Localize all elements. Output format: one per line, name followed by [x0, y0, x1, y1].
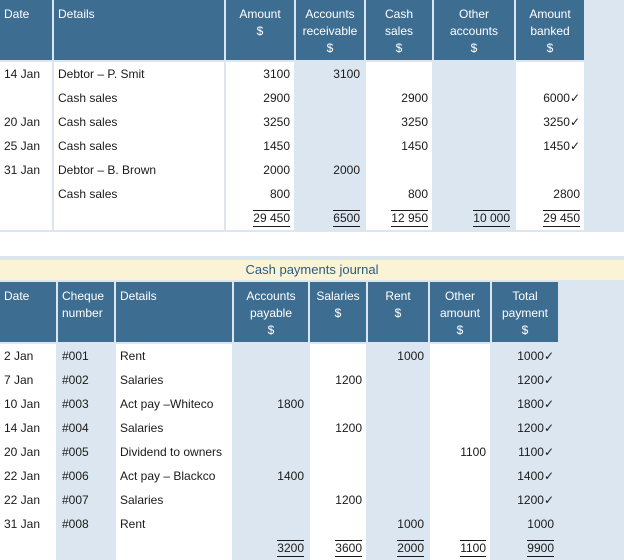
cell-cheque-number: #002	[58, 368, 114, 392]
cell-amount: 3100	[226, 62, 294, 86]
total-accounts-payable: 3200	[234, 536, 308, 560]
col-header-accounts-payable: Accounts payable $	[234, 282, 308, 344]
cell-date	[0, 206, 52, 230]
cell-accounts-payable	[234, 512, 308, 536]
total-total-payment: 9900	[492, 536, 558, 560]
cell-details: Rent	[116, 344, 232, 368]
col-header-other-accounts: Other accounts $	[434, 0, 514, 62]
cell-total-payment: 1800✓	[492, 392, 558, 416]
receipts-header-row	[0, 0, 584, 62]
cell-amount-banked: 6000✓	[516, 86, 584, 110]
col-header-amount-banked: Amount banked $	[516, 0, 584, 62]
table-row	[0, 86, 584, 110]
table-row	[0, 416, 558, 440]
cell-accounts-payable	[234, 440, 308, 464]
cell-date: 25 Jan	[0, 134, 52, 158]
table-row	[0, 488, 558, 512]
cell-amount-banked: 1450✓	[516, 134, 584, 158]
cell-salaries	[310, 440, 366, 464]
table-row	[0, 62, 584, 86]
cell-details: Act pay –Whiteco	[116, 392, 232, 416]
total-amount: 29 450	[226, 206, 294, 230]
cell-other-amount: 1100	[430, 440, 490, 464]
cash-receipts-table	[0, 0, 586, 230]
cell-other-accounts	[434, 86, 514, 110]
cell-rent	[368, 392, 428, 416]
check-mark-icon: ✓	[543, 349, 554, 363]
table-row	[0, 158, 584, 182]
cell-date: 20 Jan	[0, 110, 52, 134]
cell-other-amount	[430, 464, 490, 488]
cell-details	[116, 536, 232, 560]
cell-other-amount	[430, 512, 490, 536]
cell-date: 20 Jan	[0, 440, 56, 464]
table-row	[0, 110, 584, 134]
cash-payments-journal	[0, 256, 624, 560]
cell-details: Cash sales	[54, 134, 224, 158]
cell-rent	[368, 416, 428, 440]
cell-date: 31 Jan	[0, 158, 52, 182]
cell-cash-sales: 2900	[366, 86, 432, 110]
totals-row	[0, 206, 584, 230]
cell-rent	[368, 488, 428, 512]
cell-details: Salaries	[116, 416, 232, 440]
cell-accounts-receivable	[296, 134, 364, 158]
cell-amount: 1450	[226, 134, 294, 158]
cell-rent: 1000	[368, 344, 428, 368]
cell-other-amount	[430, 392, 490, 416]
cell-accounts-payable	[234, 368, 308, 392]
col-header-details: Details	[116, 282, 232, 344]
cell-cash-sales: 800	[366, 182, 432, 206]
cell-date	[0, 182, 52, 206]
table-row	[0, 344, 558, 368]
cell-cash-sales: 1450	[366, 134, 432, 158]
cell-cash-sales	[366, 158, 432, 182]
cell-cheque-number: #006	[58, 464, 114, 488]
check-mark-icon: ✓	[569, 115, 580, 129]
payments-header-row	[0, 282, 558, 344]
check-mark-icon: ✓	[569, 139, 580, 153]
check-mark-icon: ✓	[543, 421, 554, 435]
cell-details: Rent	[116, 512, 232, 536]
cell-rent	[368, 464, 428, 488]
cell-date: 7 Jan	[0, 368, 56, 392]
col-header-amount: Amount $	[226, 0, 294, 62]
cell-accounts-receivable: 3100	[296, 62, 364, 86]
total-rent: 2000	[368, 536, 428, 560]
table-row	[0, 368, 558, 392]
cell-date: 10 Jan	[0, 392, 56, 416]
cell-date: 22 Jan	[0, 464, 56, 488]
cell-total-payment: 1200✓	[492, 488, 558, 512]
cell-accounts-receivable	[296, 182, 364, 206]
journal-title: Cash payments journal	[0, 260, 624, 280]
cell-rent: 1000	[368, 512, 428, 536]
total-accounts-receivable: 6500	[296, 206, 364, 230]
cell-total-payment: 1000	[492, 512, 558, 536]
cell-cheque-number: #001	[58, 344, 114, 368]
cell-date: 2 Jan	[0, 344, 56, 368]
cell-details: Cash sales	[54, 182, 224, 206]
col-header-accounts-receivable: Accounts receivable $	[296, 0, 364, 62]
cell-other-amount	[430, 368, 490, 392]
cell-accounts-payable: 1800	[234, 392, 308, 416]
col-header-other-amount: Other amount $	[430, 282, 490, 344]
cell-total-payment: 1100✓	[492, 440, 558, 464]
col-header-cheque-number: Cheque number	[58, 282, 114, 344]
cell-amount-banked	[516, 62, 584, 86]
cell-date	[0, 86, 52, 110]
cell-date: 14 Jan	[0, 416, 56, 440]
total-salaries: 3600	[310, 536, 366, 560]
check-mark-icon: ✓	[543, 493, 554, 507]
total-other-amount: 1100	[430, 536, 490, 560]
cell-total-payment: 1000✓	[492, 344, 558, 368]
cell-total-payment: 1200✓	[492, 368, 558, 392]
cell-accounts-payable	[234, 416, 308, 440]
cell-accounts-payable	[234, 488, 308, 512]
cell-details: Cash sales	[54, 86, 224, 110]
cell-total-payment: 1400✓	[492, 464, 558, 488]
total-amount-banked: 29 450	[516, 206, 584, 230]
cell-details: Act pay – Blackco	[116, 464, 232, 488]
table-row	[0, 440, 558, 464]
cell-details: Salaries	[116, 488, 232, 512]
cell-other-accounts	[434, 110, 514, 134]
cell-cheque-number	[58, 536, 114, 560]
cell-cheque-number: #004	[58, 416, 114, 440]
table-row	[0, 464, 558, 488]
cell-amount-banked	[516, 158, 584, 182]
cell-salaries	[310, 512, 366, 536]
cell-cheque-number: #003	[58, 392, 114, 416]
cell-amount-banked: 2800	[516, 182, 584, 206]
cell-salaries	[310, 392, 366, 416]
col-header-salaries: Salaries $	[310, 282, 366, 344]
cell-other-amount	[430, 416, 490, 440]
col-header-cash-sales: Cash sales $	[366, 0, 432, 62]
cell-other-accounts	[434, 62, 514, 86]
cell-cash-sales: 3250	[366, 110, 432, 134]
cell-cheque-number: #007	[58, 488, 114, 512]
check-mark-icon: ✓	[543, 445, 554, 459]
cell-details: Dividend to owners	[116, 440, 232, 464]
check-mark-icon: ✓	[543, 397, 554, 411]
cell-other-amount	[430, 488, 490, 512]
cell-date: 31 Jan	[0, 512, 56, 536]
table-row	[0, 134, 584, 158]
cell-other-accounts	[434, 182, 514, 206]
cell-details: Cash sales	[54, 110, 224, 134]
cash-payments-table	[0, 282, 560, 560]
cell-date: 22 Jan	[0, 488, 56, 512]
cell-other-accounts	[434, 158, 514, 182]
totals-row	[0, 536, 558, 560]
cell-details: Salaries	[116, 368, 232, 392]
check-mark-icon: ✓	[543, 373, 554, 387]
col-header-date: Date	[0, 0, 52, 62]
cell-total-payment: 1200✓	[492, 416, 558, 440]
cell-salaries	[310, 464, 366, 488]
col-header-total-payment: Total payment $	[492, 282, 558, 344]
check-mark-icon: ✓	[569, 91, 580, 105]
cell-accounts-payable: 1400	[234, 464, 308, 488]
cell-date	[0, 536, 56, 560]
cell-details: Debtor – P. Smit	[54, 62, 224, 86]
cell-cheque-number: #008	[58, 512, 114, 536]
cell-amount-banked: 3250✓	[516, 110, 584, 134]
cell-accounts-receivable	[296, 86, 364, 110]
table-row	[0, 392, 558, 416]
cell-amount: 2000	[226, 158, 294, 182]
cell-accounts-receivable: 2000	[296, 158, 364, 182]
table-row	[0, 512, 558, 536]
check-mark-icon: ✓	[543, 469, 554, 483]
cell-salaries: 1200	[310, 416, 366, 440]
cell-amount: 3250	[226, 110, 294, 134]
cell-other-amount	[430, 344, 490, 368]
total-cash-sales: 12 950	[366, 206, 432, 230]
cell-details: Debtor – B. Brown	[54, 158, 224, 182]
col-header-date: Date	[0, 282, 56, 344]
cell-accounts-payable	[234, 344, 308, 368]
table-row	[0, 182, 584, 206]
total-other-accounts: 10 000	[434, 206, 514, 230]
cell-accounts-receivable	[296, 110, 364, 134]
col-header-details: Details	[54, 0, 224, 62]
cell-date: 14 Jan	[0, 62, 52, 86]
col-header-rent: Rent $	[368, 282, 428, 344]
cash-receipts-journal	[0, 0, 624, 232]
cell-rent	[368, 368, 428, 392]
cell-cash-sales	[366, 62, 432, 86]
cell-cheque-number: #005	[58, 440, 114, 464]
cell-salaries: 1200	[310, 488, 366, 512]
cell-salaries	[310, 344, 366, 368]
cell-details	[54, 206, 224, 230]
cell-amount: 2900	[226, 86, 294, 110]
cell-rent	[368, 440, 428, 464]
cell-other-accounts	[434, 134, 514, 158]
cell-amount: 800	[226, 182, 294, 206]
cell-salaries: 1200	[310, 368, 366, 392]
